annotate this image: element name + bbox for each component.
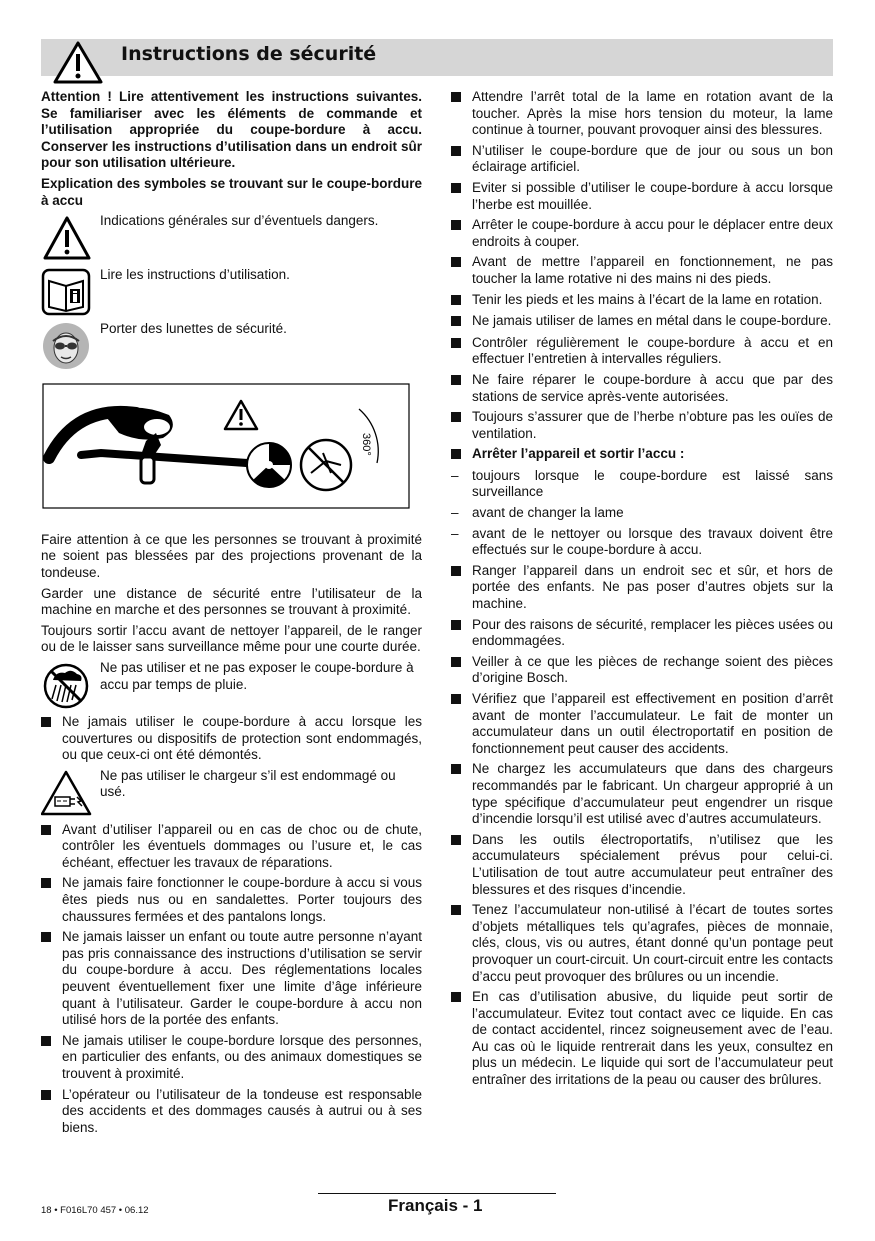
list-item: En cas d’utilisation abusive, du liquide peut sortir de l’accumulateur. Evitez tout contact avec ce liquide. En cas de contact accidentel, rincez soigneusement avec de l’eau. Au cas où le liquide rentrerait dans les yeux, consultez en plus un médecin. Le liquide qui sort de l’accumulateur peut entraîner des irritations de la peau ou causer des brûlures. — [451, 989, 833, 1089]
dash-item: – avant de changer la lame — [451, 505, 624, 521]
symbol-row — [41, 321, 422, 371]
paragraph: Toujours sortir l’accu avant de nettoyer l’appareil, de le ranger ou de le laisser sans surveillance même pour une courte durée. — [41, 622, 422, 655]
list-item: Avant d’utiliser l’appareil ou en cas de choc ou de chute, contrôler les éventuels dommages ou l’usure et, le cas échéant, effectuer les travaux de réparations. — [41, 822, 422, 872]
left-column — [41, 89, 422, 1140]
paragraph: Faire attention à ce que les personnes se trouvant à proximité ne soient pas blessées par des projections provenant de la tondeuse. — [41, 531, 422, 580]
list-item: L’opérateur ou l’utilisateur de la tondeuse est responsable des accidents et des dommages causés à autrui ou à ses biens. — [41, 1087, 422, 1137]
list-item: Eviter si possible d’utiliser le coupe-bordure à accu lorsque l’herbe est mouillée. — [451, 180, 833, 213]
list-item: Veiller à ce que les pièces de rechange soient des pièces d’origine Bosch. — [451, 654, 833, 687]
list-item: Tenir les pieds et les mains à l’écart de la lame en rotation. — [451, 292, 833, 310]
bullet-marker — [451, 338, 461, 348]
stop-heading: Arrêter l’appareil et sortir l’accu : — [472, 446, 685, 462]
list-item: Tenez l’accumulateur non-utilisé à l’écart de toutes sortes d’objets métalliques tels qu’agrafes, pièces de monnaie, clés, clous, vis ou autres, étant donné qu’un pontage peut provoquer un court-circuit. Un court-circuit entre les contacts d’accu peut provoquer des brûlures ou un incendie. — [451, 902, 833, 985]
symbol-row — [41, 267, 422, 317]
list-item: Ne jamais faire fonctionner le coupe-bordure à accu si vous êtes pieds nus ou en sandalettes. Porter toujours des chaussures fermées et des pantalons longs. — [41, 875, 422, 925]
trimmer-danger-figure — [41, 383, 419, 521]
bullet-marker — [41, 717, 51, 727]
bullet-marker — [41, 825, 51, 835]
bullet-marker — [451, 835, 461, 845]
bullet-marker — [451, 620, 461, 630]
list-item: Ne jamais laisser un enfant ou toute autre personne n’ayant pas pris connaissance des instructions d’utilisation se servir du coupe-bordure à accu. Des réglementations locales peuvent éventuellement fixer une limite d’âge inférieure quant à l’utilisateur. Garder le coupe-bordure à accu non utilisé hors de la portée des enfants. — [41, 929, 422, 1029]
paragraph: Garder une distance de sécurité entre l’utilisateur de la machine en marche et des personnes se trouvant à proximité. — [41, 585, 422, 618]
warning-icon — [51, 39, 105, 85]
bullet-marker — [451, 92, 461, 102]
list-item: Vérifiez que l’appareil est effectivement en position d’arrêt avant de monter l’accumulateur. Le fait de monter un accumulateur dans un outil électroportatif en position de fonctionnement peut causer des accidents. — [451, 691, 833, 757]
list-item: N’utiliser le coupe-bordure que de jour ou sous un bon éclairage artificiel. — [451, 143, 833, 176]
list-item: Avant de mettre l’appareil en fonctionnement, ne pas toucher la lame rotative ni des mains ni des pieds. — [451, 254, 833, 287]
bullet-marker — [451, 295, 461, 305]
symbol-text: Porter des lunettes de sécurité. — [100, 321, 287, 337]
rotation-label: 360° — [360, 433, 372, 456]
list-item — [451, 446, 833, 464]
bullet-marker — [451, 694, 461, 704]
bullet-marker — [451, 764, 461, 774]
list-item: Ne jamais utiliser le coupe-bordure à accu lorsque les couvertures ou dispositifs de protection sont endommagés, ou que ceux-ci ont été démontés. — [41, 714, 422, 764]
list-item: Ranger l’appareil dans un endroit sec et sûr, et hors de portée des enfants. Ne pas poser d’autres objets sur la machine. — [451, 563, 833, 613]
bullet-marker — [451, 220, 461, 230]
page-number: Français - 1 — [388, 1196, 483, 1215]
bullet-marker — [451, 992, 461, 1002]
symbols-heading: Explication des symboles se trouvant sur le coupe-bordure à accu — [41, 175, 422, 208]
symbol-text: Ne pas utiliser le chargeur s’il est endommagé ou usé. — [100, 767, 396, 800]
list-item: Ne faire réparer le coupe-bordure à accu que par des stations de service après-vente autorisées. — [451, 372, 833, 405]
damaged-charger-icon — [41, 768, 93, 818]
list-item: Pour des raisons de sécurité, remplacer les pièces usées ou endommagées. — [451, 617, 833, 650]
right-column — [451, 89, 833, 1093]
footer-divider — [318, 1193, 556, 1194]
bullet-marker — [451, 316, 461, 326]
symbol-row — [41, 660, 422, 710]
bullet-marker — [41, 932, 51, 942]
list-item: Toujours s’assurer que de l’herbe n’obture pas les ouïes de ventilation. — [451, 409, 833, 442]
bullet-marker — [451, 146, 461, 156]
bullet-marker — [451, 375, 461, 385]
section-header — [41, 39, 833, 76]
intro-warning: Attention ! Lire attentivement les instructions suivantes. Se familiariser avec les éléments de commande et l’utilisation appropriée du coupe-bordure à accu. Conserver les instructions d’utilisation dans un endroit sûr pour son utilisation ultérieure. — [41, 89, 422, 171]
document-code: 18 • F016L70 457 • 06.12 — [41, 1205, 149, 1216]
safety-glasses-icon — [41, 321, 93, 371]
list-item: Arrêter le coupe-bordure à accu pour le déplacer entre deux endroits à couper. — [451, 217, 833, 250]
dash-item: – avant de le nettoyer ou lorsque des travaux doivent être effectués sur le coupe-bordure à accu. — [451, 525, 833, 558]
bullet-marker — [41, 1036, 51, 1046]
symbol-text: Ne pas utiliser et ne pas exposer le coupe-bordure à accu par temps de pluie. — [100, 659, 414, 692]
page-title: Instructions de sécurité — [121, 43, 377, 65]
symbol-row — [41, 213, 422, 263]
warning-icon — [41, 213, 93, 263]
list-item: Dans les outils électroportatifs, n’utilisez que les accumulateurs spécialement prévus pour celui-ci. L’utilisation de tout autre accumulateur peut entraîner des blessures et des risques d’incendie. — [451, 832, 833, 898]
symbol-text: Indications générales sur d’éventuels dangers. — [100, 213, 379, 229]
bullet-marker — [451, 657, 461, 667]
bullet-marker — [451, 412, 461, 422]
bullet-marker — [41, 1090, 51, 1100]
list-item: Ne jamais utiliser le coupe-bordure lorsque des personnes, en particulier des enfants, ou des animaux domestiques se trouvent à proximité. — [41, 1033, 422, 1083]
manual-icon — [41, 267, 93, 317]
list-item: Contrôler régulièrement le coupe-bordure à accu et en effectuer l’entretien à intervalles réguliers. — [451, 335, 833, 368]
list-item: Ne chargez les accumulateurs que dans des chargeurs recommandés par le fabricant. Un chargeur approprié à un type spécifique d’accumulateur peut engendrer un risque d’incendie lorsqu’il est utilisé avec d’autres accumulateurs. — [451, 761, 833, 827]
bullet-marker — [451, 905, 461, 915]
bullet-marker — [451, 183, 461, 193]
symbol-row — [41, 768, 422, 818]
list-item: Attendre l’arrêt total de la lame en rotation avant de la toucher. Après la mise hors tension du moteur, la lame continue à tourner, pouvant provoquer ainsi des blessures. — [451, 89, 833, 139]
bullet-marker — [451, 449, 461, 459]
list-item: Ne jamais utiliser de lames en métal dans le coupe-bordure. — [451, 313, 833, 331]
dash-item: – toujours lorsque le coupe-bordure est laissé sans surveillance — [451, 467, 833, 500]
bullet-marker — [41, 878, 51, 888]
symbol-text: Lire les instructions d’utilisation. — [100, 267, 290, 283]
no-rain-icon — [41, 660, 93, 710]
bullet-marker — [451, 566, 461, 576]
bullet-marker — [451, 257, 461, 267]
